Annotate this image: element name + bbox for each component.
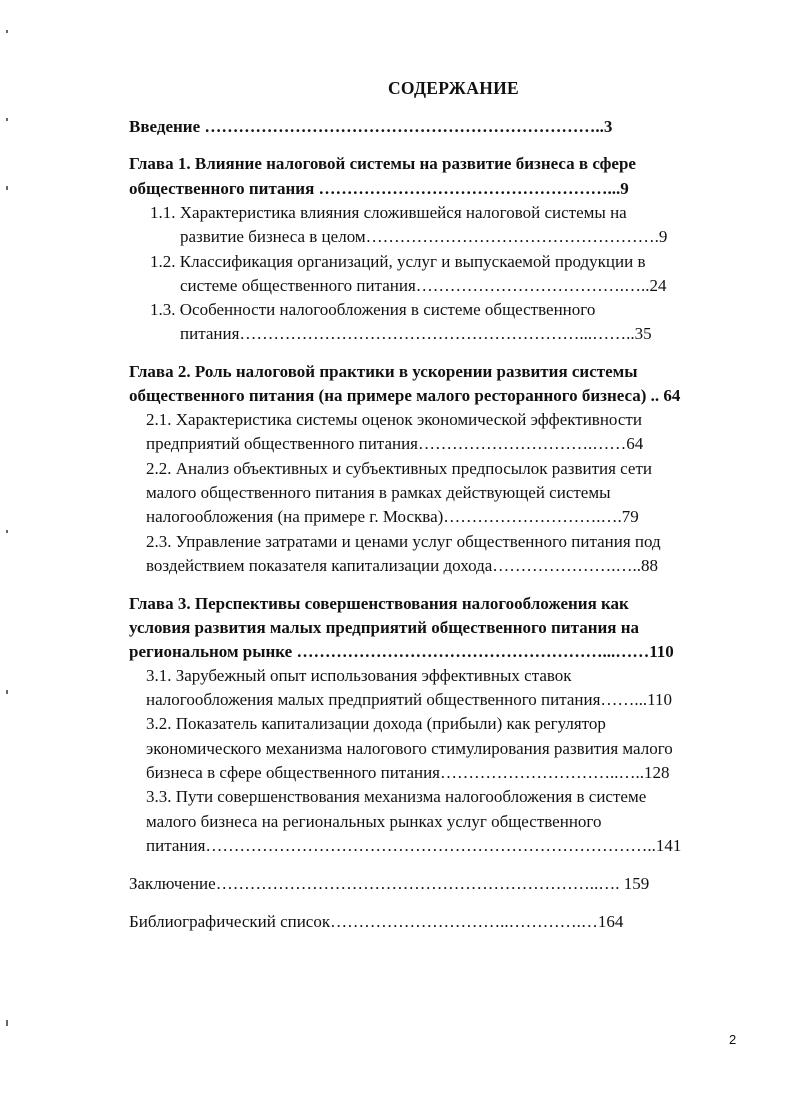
toc-bibliography: Библиографический список…………………………..………….…164 <box>129 912 624 931</box>
toc-section-3-1: налогообложения малых предприятий общественного питания……...110 <box>146 690 673 709</box>
toc-section-3-3: питания……………………………………………………………………..141 <box>146 836 682 855</box>
toc-conclusion: Заключение…………………………………………………………..…. 159 <box>129 874 650 893</box>
scan-mark <box>6 118 8 121</box>
toc-section-2-2: налогообложения (на примере г. Москва)……………………….….79 <box>146 507 639 526</box>
toc-chapter-3-title: региональном рынке ………………………………………………...……110 <box>129 642 674 661</box>
toc-section-2-2: малого общественного питания в рамках действующей системы <box>146 483 611 502</box>
scan-mark <box>6 1020 8 1026</box>
toc-section-3-2: экономического механизма налогового стимулирования развития малого <box>146 739 673 758</box>
toc-section-1-2: 1.2. Классификация организаций, услуг и выпускаемой продукции в <box>150 252 646 271</box>
toc-section-1-1: развитие бизнеса в целом…………………………………………….9 <box>180 227 668 246</box>
toc-chapter-1-title: Глава 1. Влияние налоговой системы на развитие бизнеса в сфере <box>129 154 636 173</box>
scan-mark <box>6 186 8 190</box>
toc-introduction: Введение ……………………………………………………………..3 <box>129 117 613 136</box>
toc-section-2-1: 2.1. Характеристика системы оценок экономической эффективности <box>146 410 642 429</box>
toc-chapter-3-title: условия развития малых предприятий общественного питания на <box>129 618 640 637</box>
toc-section-1-3: 1.3. Особенности налогообложения в системе общественного <box>150 300 596 319</box>
page-number: 2 <box>729 1032 737 1047</box>
scan-mark <box>6 530 8 533</box>
toc-section-3-2: бизнеса в сфере общественного питания…………………………..…..128 <box>146 763 670 782</box>
toc-section-2-2: 2.2. Анализ объективных и субъективных предпосылок развития сети <box>146 459 653 478</box>
toc-section-2-3: воздействием показателя капитализации дохода………………….…..88 <box>146 556 659 575</box>
toc-section-1-2: системе общественного питания……………………………….…..24 <box>180 276 667 295</box>
toc-chapter-2-title: Глава 2. Роль налоговой практики в ускорении развития системы <box>129 362 638 381</box>
toc-chapter-1-title: общественного питания ……………………………………………...9 <box>129 179 629 198</box>
toc-chapter-3-title: Глава 3. Перспективы совершенствования налогообложения как <box>129 594 629 613</box>
scan-mark <box>6 690 8 694</box>
toc-section-1-1: 1.1. Характеристика влияния сложившейся налоговой системы на <box>150 203 627 222</box>
toc-section-2-1: предприятий общественного питания………………………….……64 <box>146 434 644 453</box>
toc-section-2-3: 2.3. Управление затратами и ценами услуг общественного питания под <box>146 532 661 551</box>
page-title: СОДЕРЖАНИЕ <box>387 78 519 98</box>
toc-section-1-3: питания……………………………………………………...……..35 <box>180 324 652 343</box>
toc-chapter-2-title: общественного питания (на примере малого ресторанного бизнеса) .. 64 <box>129 386 681 405</box>
toc-section-3-1: 3.1. Зарубежный опыт использования эффективных ставок <box>146 666 572 685</box>
scan-mark <box>6 30 8 33</box>
toc-section-3-2: 3.2. Показатель капитализации дохода (прибыли) как регулятор <box>146 714 606 733</box>
toc-section-3-3: малого бизнеса на региональных рынках услуг общественного <box>146 812 602 831</box>
toc-section-3-3: 3.3. Пути совершенствования механизма налогообложения в системе <box>146 787 647 806</box>
